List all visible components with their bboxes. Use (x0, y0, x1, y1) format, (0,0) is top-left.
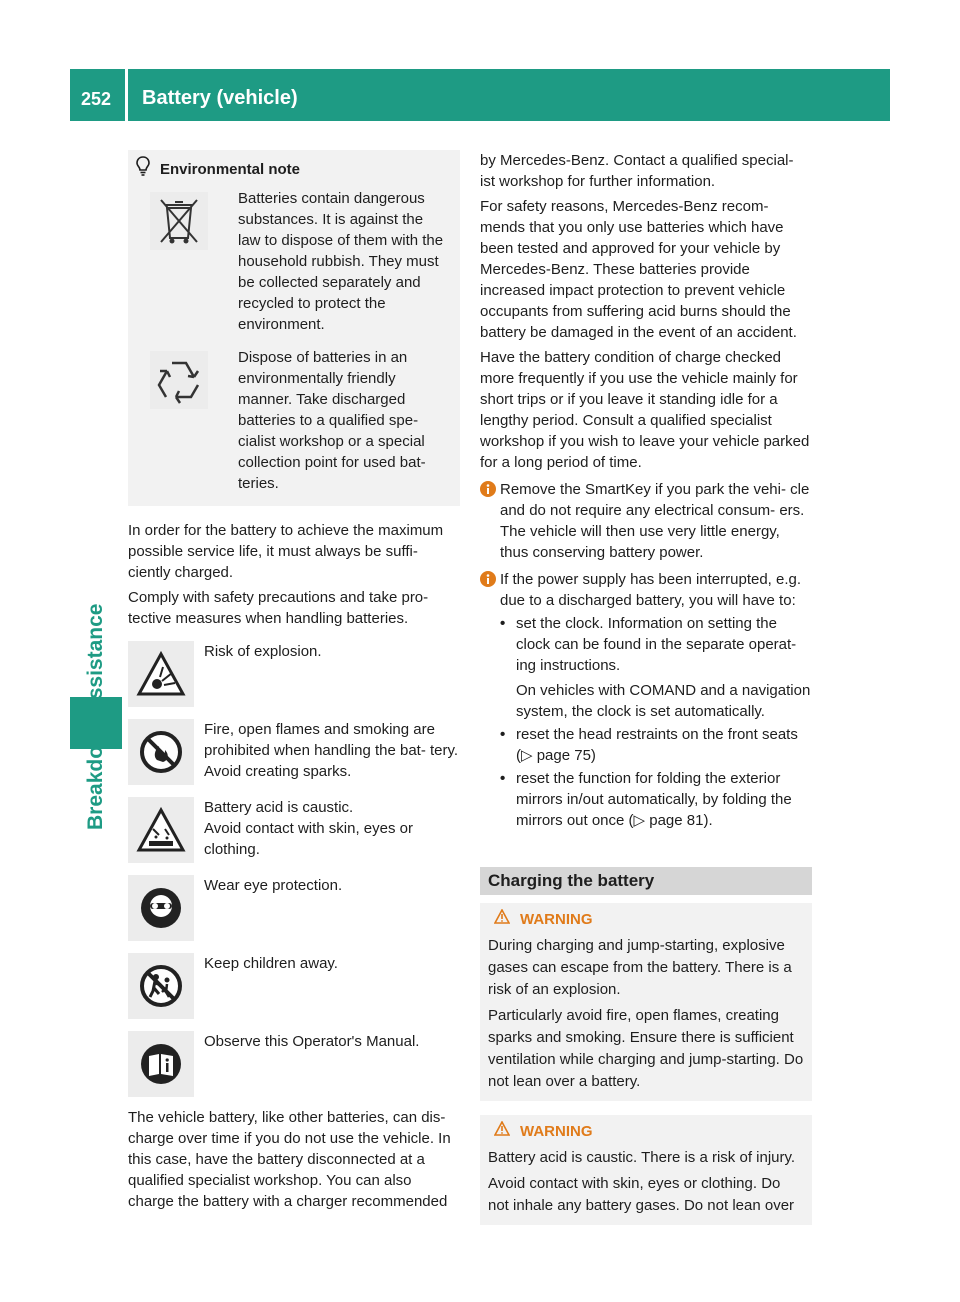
warning-text: Particularly avoid fire, open flames, creating sparks and smoking. Ensure there is sufficient ventilation while charging and jump-starting. Do not lean over a battery. (488, 1007, 804, 1090)
list-item-text: set the clock. Information on setting the clock can be found in the separate operat- ing instructions. (516, 615, 797, 674)
symbol-text (204, 641, 322, 707)
warning-triangle-icon (494, 909, 510, 931)
corrosive-warning-icon (128, 797, 194, 863)
page-number: 252 (81, 89, 112, 109)
header-divider (125, 69, 128, 121)
info-note (480, 569, 812, 611)
explosion-warning-icon (128, 641, 194, 707)
list-item (500, 768, 812, 831)
warning-text: Battery acid is caustic. There is a risk of injury. (488, 1149, 796, 1166)
warning-text: Avoid contact with skin, eyes or clothing. Do not inhale any battery gases. Do not lean over (488, 1175, 795, 1214)
recycle-icon (150, 351, 208, 409)
symbol-text (204, 875, 342, 941)
bullet-marker: • (500, 726, 506, 743)
lightbulb-icon (136, 156, 150, 182)
symbol-line: Keep children away. (204, 955, 338, 972)
bullet-marker: • (500, 770, 506, 787)
env-item-text: Batteries contain dangerous substances. It is against the law to dispose of them with the household rubbish. They must be collected separately and recycled to protect the environment. (238, 190, 444, 333)
warning-text: During charging and jump-starting, explosive gases can escape from the battery. There is a risk of an explosion. (488, 937, 792, 998)
symbol-line: Avoid contact with skin, eyes or clothing. (204, 820, 413, 858)
side-tab-marker (70, 697, 122, 749)
list-item-text: reset the function for folding the exterior mirrors in/out automatically, by folding the mirrors out once (▷ page 81). (516, 770, 792, 829)
list-item-text: reset the head restraints on the front seats (▷ page 75) (516, 726, 798, 764)
page-header (70, 69, 890, 121)
paragraph: Comply with safety precautions and take pro- tective measures when handling batteries. (128, 589, 429, 627)
page-title: Battery (vehicle) (142, 87, 298, 109)
no-fire-icon (128, 719, 194, 785)
warning-header (488, 909, 804, 931)
manual-icon (128, 1031, 194, 1097)
side-tab (70, 140, 122, 1140)
bullet-list (480, 613, 812, 831)
section-title: Charging the battery (480, 867, 812, 895)
symbol-line: Battery acid is caustic. (204, 799, 354, 816)
environmental-note (128, 150, 460, 506)
env-item (136, 188, 452, 335)
warning-label: WARNING (520, 911, 593, 928)
env-item (136, 347, 452, 494)
symbol-row (128, 1031, 460, 1097)
list-item (500, 724, 812, 766)
right-column (480, 150, 812, 1225)
bullet-marker: • (500, 615, 506, 632)
symbol-row (128, 719, 460, 785)
symbol-line: Risk of explosion. (204, 643, 322, 660)
symbol-text (204, 719, 460, 785)
symbol-text (204, 953, 338, 1019)
warning-header (488, 1121, 804, 1143)
warning-label: WARNING (520, 1123, 593, 1140)
eye-protection-icon (128, 875, 194, 941)
paragraph: by Mercedes-Benz. Contact a qualified special- ist workshop for further information. (480, 152, 794, 190)
info-icon (480, 569, 500, 611)
symbol-row (128, 953, 460, 1019)
list-item-subtext: On vehicles with COMAND and a navigation system, the clock is set automatically. (516, 682, 811, 720)
paragraph: Have the battery condition of charge checked more frequently if you use the vehicle mainly for short trips or if you leave it standing idle for a lengthy period. Consult a qualified specialist workshop if you wish to leave your vehicle parked for a long period of time. (480, 349, 810, 471)
env-item-text: Dispose of batteries in an environmentally friendly manner. Take discharged batteries to a qualified spe- cialist workshop or a special collection point for used bat- teries. (238, 349, 426, 492)
left-column (128, 150, 460, 1212)
info-note (480, 479, 812, 563)
warning-box (480, 903, 812, 1101)
warning-box (480, 1115, 812, 1225)
info-text: If the power supply has been interrupted, e.g. due to a discharged battery, you will have to: (500, 571, 802, 609)
list-item (500, 613, 812, 722)
environmental-note-header (136, 156, 452, 182)
paragraph: The vehicle battery, like other batteries, can dis- charge over time if you do not use the vehicle. In this case, have the battery disconnected at a qualified specialist workshop. You can also charge the battery with a charger recommended (128, 1109, 451, 1210)
environmental-note-title: Environmental note (160, 160, 301, 178)
symbol-row (128, 875, 460, 941)
paragraph: For safety reasons, Mercedes-Benz recom- mends that you only use batteries which have been tested and approved for your vehicle by Mercedes-Benz. These batteries provide increased impact protection to prevent vehicle occupants from suffering acid burns should the battery be damaged in the event of an accident. (480, 198, 797, 341)
symbol-line: Observe this Operator's Manual. (204, 1033, 420, 1050)
symbol-text (204, 1031, 419, 1097)
symbol-line: Fire, open flames and smoking are prohibited when handling the bat- tery. Avoid creating sparks. (204, 721, 459, 780)
keep-children-away-icon (128, 953, 194, 1019)
paragraph: In order for the battery to achieve the maximum possible service life, it must always be suffi- ciently charged. (128, 522, 444, 581)
info-text: Remove the SmartKey if you park the vehi- cle and do not require any electrical consum- ers. The vehicle will then use very little energy, thus conserving battery power. (500, 481, 810, 561)
symbol-row (128, 797, 460, 863)
info-icon (480, 479, 500, 563)
symbol-line: Wear eye protection. (204, 877, 343, 894)
crossed-bin-icon (150, 192, 208, 250)
symbol-row (128, 641, 460, 707)
warning-triangle-icon (494, 1121, 510, 1143)
symbol-text (204, 797, 460, 863)
